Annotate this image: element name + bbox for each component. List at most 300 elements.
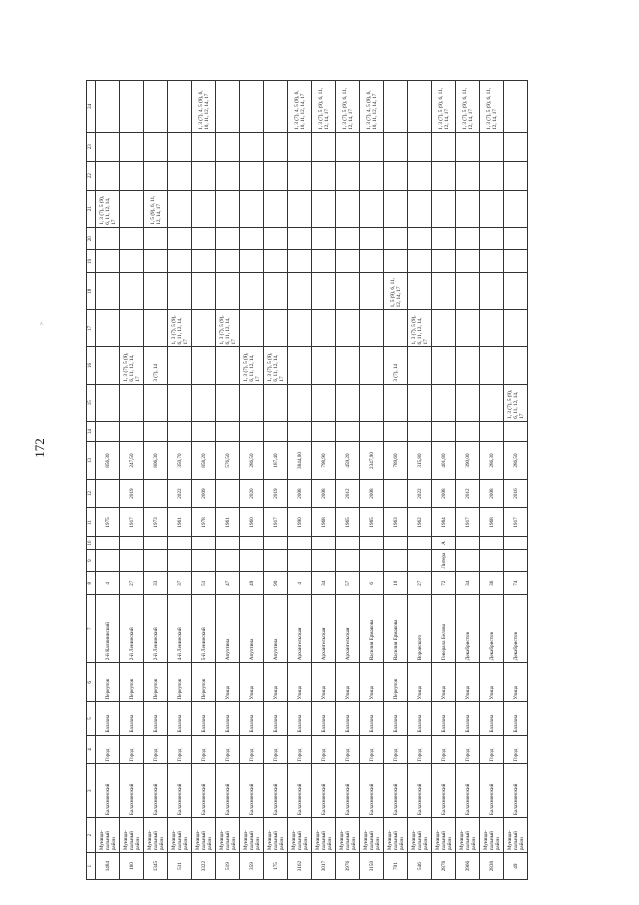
table-cell (264, 273, 288, 310)
table-cell (480, 347, 504, 384)
table-cell (312, 310, 336, 347)
table-cell: Балахнинский (312, 764, 336, 818)
table-cell (144, 537, 168, 549)
table-cell (288, 132, 312, 161)
table-cell: Балахнинский (288, 764, 312, 818)
table-cell: Улица (336, 663, 360, 702)
table-cell (336, 227, 360, 250)
table-cell (240, 421, 264, 442)
table-cell (360, 250, 384, 273)
table-cell: 2-й Калининский (96, 595, 120, 663)
table-cell: Балахна (360, 702, 384, 735)
table-cell (120, 273, 144, 310)
table-cell (432, 310, 456, 347)
column-header: 18 (87, 273, 96, 310)
table-cell: 34 (456, 572, 480, 595)
table-cell: 2008 (432, 479, 456, 508)
table-cell (192, 537, 216, 549)
table-cell (480, 537, 504, 549)
table-cell: 74 (504, 572, 528, 595)
table-cell (96, 421, 120, 442)
table-cell: 3 (7), 14 (384, 347, 408, 384)
table-cell: 1, 3 (7), 4, 5 (9), 6, 10, 11, 12, 14, 17 (288, 81, 312, 133)
table-cell (168, 273, 192, 310)
table-cell: Литера (432, 549, 456, 572)
table-cell: 4-й Ленинский (168, 595, 192, 663)
table-cell (456, 537, 480, 549)
table-cell: 180 (120, 853, 144, 880)
table-cell: 3017 (312, 853, 336, 880)
table-cell (216, 537, 240, 549)
table-cell: Муници-пальный район (264, 818, 288, 853)
table-cell (240, 549, 264, 572)
table-cell: Улица (360, 663, 384, 702)
table-cell (480, 161, 504, 190)
table-cell (96, 227, 120, 250)
column-header: 16 (87, 347, 96, 384)
table-cell (96, 161, 120, 190)
table-cell: 2022 (168, 479, 192, 508)
table-cell (504, 310, 528, 347)
table-cell (120, 537, 144, 549)
table-cell: 1973 (144, 508, 168, 537)
column-header: 10 (87, 537, 96, 549)
table-cell: Декабристов (480, 595, 504, 663)
table-cell (504, 250, 528, 273)
table-cell (312, 132, 336, 161)
table-cell: Балахнинский (240, 764, 264, 818)
column-header: 4 (87, 735, 96, 764)
table-cell: 1345 (144, 853, 168, 880)
table-cell: 511 (168, 853, 192, 880)
table-cell (480, 250, 504, 273)
table-cell: Муници-пальный район (504, 818, 528, 853)
table-cell: 1, 3 (7), 5 (9), 6, 11, 12, 14, 17 (480, 81, 504, 133)
table-cell: Город (216, 735, 240, 764)
table-cell (168, 384, 192, 421)
column-header: 3 (87, 764, 96, 818)
table-cell: 359 (240, 853, 264, 880)
table-cell: 1975 (96, 508, 120, 537)
table-cell: 1, 3 (7), 5 (9), 6, 11, 12, 14, 17 (336, 81, 360, 133)
table-cell (480, 227, 504, 250)
table-row (456, 81, 480, 880)
table-cell (312, 347, 336, 384)
table-cell: 5-й Ленинский (192, 595, 216, 663)
table-cell: Переулок (192, 663, 216, 702)
table-cell: Город (504, 735, 528, 764)
table-cell: Апухтина (264, 595, 288, 663)
table-cell (312, 273, 336, 310)
table-cell: 315,80 (408, 442, 432, 479)
table-row (264, 81, 288, 880)
table-cell (216, 273, 240, 310)
table-cell: 72 (432, 572, 456, 595)
table-cell (144, 161, 168, 190)
table-cell (240, 310, 264, 347)
table-cell: 1, 3 (7), 5 (9), 6, 11, 12, 14, 17 (312, 81, 336, 133)
table-row (408, 81, 432, 880)
table-cell (264, 161, 288, 190)
table-cell (408, 161, 432, 190)
table-cell (384, 310, 408, 347)
table-cell (288, 227, 312, 250)
table-cell (144, 132, 168, 161)
table-cell (96, 384, 120, 421)
table-cell: Балахна (336, 702, 360, 735)
table-cell: 1, 3 (7), 5 (9), 6, 11, 12, 14, 17 (240, 347, 264, 384)
table-cell (336, 384, 360, 421)
table-cell (288, 190, 312, 227)
table-cell: 1, 5 (9), 6, 11, 12, 14, 17 (384, 273, 408, 310)
table-cell (96, 537, 120, 549)
table-cell (336, 347, 360, 384)
table-cell: Переулок (144, 663, 168, 702)
table-cell: 4 (96, 572, 120, 595)
table-cell: Балахнинский (480, 764, 504, 818)
table-cell: Балахна (120, 702, 144, 735)
table-cell: 4 (288, 572, 312, 595)
table-cell: 27 (408, 572, 432, 595)
table-cell (432, 227, 456, 250)
table-cell: Архангельская (312, 595, 336, 663)
table-cell (360, 537, 384, 549)
table-cell (168, 161, 192, 190)
column-header: 13 (87, 442, 96, 479)
table-cell: Архангельская (288, 595, 312, 663)
table-cell: Балахна (456, 702, 480, 735)
table-cell: 1, 3 (7), 4, 5 (9), 6, 10, 11, 12, 14, 17 (360, 81, 384, 133)
table-cell: 2-й Ленинский (120, 595, 144, 663)
table-cell: 49 (240, 572, 264, 595)
table-cell: Декабристов (456, 595, 480, 663)
table-cell (408, 190, 432, 227)
rotated-table-container (86, 80, 606, 880)
table-cell (288, 384, 312, 421)
table-cell: 57 (336, 572, 360, 595)
table-cell (456, 190, 480, 227)
table-cell: Улица (312, 663, 336, 702)
table-cell: 1, 3 (7), 4, 5 (9), 6, 10, 11, 12, 14, 17 (192, 81, 216, 133)
table-cell (264, 250, 288, 273)
table-cell: Балахнинский (168, 764, 192, 818)
table-cell (360, 190, 384, 227)
table-cell: 1484 (96, 853, 120, 880)
table-cell (384, 479, 408, 508)
table-cell (432, 250, 456, 273)
table-cell (408, 81, 432, 133)
table-cell: 90 (264, 572, 288, 595)
table-cell (456, 421, 480, 442)
table-cell: 27 (120, 572, 144, 595)
table-cell (240, 273, 264, 310)
table-cell: 175 (264, 853, 288, 880)
table-cell: 2012 (456, 479, 480, 508)
table-row (480, 81, 504, 880)
table-cell (480, 421, 504, 442)
table-cell: Балахнинский (432, 764, 456, 818)
table-cell (216, 549, 240, 572)
table-cell: Балахнинский (360, 764, 384, 818)
table-cell (408, 549, 432, 572)
table-cell: 1965 (336, 508, 360, 537)
table-cell (312, 250, 336, 273)
table-cell: Балахна (240, 702, 264, 735)
table-cell (480, 549, 504, 572)
table-cell: 546 (408, 853, 432, 880)
table-cell: Балахнинский (336, 764, 360, 818)
table-cell: Муници-пальный район (168, 818, 192, 853)
table-cell (288, 537, 312, 549)
table-cell: 6 (360, 572, 384, 595)
table-cell (288, 347, 312, 384)
table-cell: 519 (216, 853, 240, 880)
table-cell: Муници-пальный район (216, 818, 240, 853)
table-cell: 701 (384, 853, 408, 880)
table-cell: 1917 (504, 508, 528, 537)
table-cell (456, 250, 480, 273)
table-cell: А (432, 537, 456, 549)
table-cell (336, 190, 360, 227)
table-cell (192, 347, 216, 384)
table-cell (96, 479, 120, 508)
table-cell: 3150 (360, 853, 384, 880)
table-row (312, 81, 336, 880)
table-cell: Апухтина (240, 595, 264, 663)
table-cell (480, 384, 504, 421)
table-cell: Переулок (168, 663, 192, 702)
table-cell (264, 227, 288, 250)
table-cell (432, 421, 456, 442)
table-cell (216, 384, 240, 421)
table-cell (312, 227, 336, 250)
data-table (86, 80, 528, 880)
table-cell (360, 384, 384, 421)
table-cell (192, 161, 216, 190)
table-cell (504, 537, 528, 549)
table-cell (336, 132, 360, 161)
page-number: 172 (31, 438, 47, 458)
table-cell: Город (192, 735, 216, 764)
table-cell (240, 161, 264, 190)
column-header: 22 (87, 161, 96, 190)
table-cell (288, 310, 312, 347)
table-cell (432, 347, 456, 384)
table-cell (240, 190, 264, 227)
table-cell (120, 421, 144, 442)
table-cell: 350,70 (168, 442, 192, 479)
table-cell: Балахна (216, 702, 240, 735)
table-row (168, 81, 192, 880)
table-cell (120, 384, 144, 421)
table-cell (96, 132, 120, 161)
table-cell: 2008 (360, 479, 384, 508)
table-cell: Муници-пальный район (120, 818, 144, 853)
table-cell (120, 310, 144, 347)
table-cell: 2019 (264, 479, 288, 508)
table-cell: Улица (264, 663, 288, 702)
table-cell (168, 190, 192, 227)
table-cell (96, 250, 120, 273)
table-cell: 47 (216, 572, 240, 595)
table-cell: Улица (480, 663, 504, 702)
table-cell: Улица (240, 663, 264, 702)
table-cell (240, 384, 264, 421)
table-cell: 286,50 (504, 442, 528, 479)
table-cell (264, 537, 288, 549)
table-cell (456, 161, 480, 190)
table-cell (360, 549, 384, 572)
column-header: 23 (87, 132, 96, 161)
table-cell (480, 132, 504, 161)
table-cell: Город (288, 735, 312, 764)
table-cell: 1984 (432, 508, 456, 537)
table-cell (120, 81, 144, 133)
table-cell: Город (480, 735, 504, 764)
table-cell (144, 310, 168, 347)
table-cell: 10 (384, 572, 408, 595)
table-cell: 806,30 (144, 442, 168, 479)
table-cell (240, 537, 264, 549)
table-cell: Генерала Белова (432, 595, 456, 663)
table-cell (504, 81, 528, 133)
table-cell (240, 250, 264, 273)
table-cell: Улица (504, 663, 528, 702)
table-cell (504, 347, 528, 384)
table-cell (360, 421, 384, 442)
table-cell (360, 227, 384, 250)
table-cell: Балахна (96, 702, 120, 735)
table-cell (144, 421, 168, 442)
table-cell (144, 81, 168, 133)
table-row (288, 81, 312, 880)
table-cell: Город (240, 735, 264, 764)
table-cell (336, 537, 360, 549)
table-cell (144, 250, 168, 273)
table-cell (312, 421, 336, 442)
table-cell: Муници-пальный район (456, 818, 480, 853)
table-cell: Балахнинский (216, 764, 240, 818)
table-cell (168, 347, 192, 384)
column-header: 12 (87, 479, 96, 508)
table-cell: 2008 (480, 479, 504, 508)
table-cell (336, 421, 360, 442)
table-cell (168, 537, 192, 549)
table-cell (408, 273, 432, 310)
table-cell (96, 347, 120, 384)
table-cell (384, 384, 408, 421)
table-cell: Муници-пальный район (480, 818, 504, 853)
table-cell: 2020 (240, 479, 264, 508)
table-cell (192, 421, 216, 442)
table-cell (384, 227, 408, 250)
table-cell: 51 (192, 572, 216, 595)
table-cell (288, 161, 312, 190)
table-cell (336, 310, 360, 347)
column-header: 24 (87, 81, 96, 133)
table-cell: 1961 (216, 508, 240, 537)
table-cell (120, 161, 144, 190)
table-cell (144, 227, 168, 250)
table-cell: 576,50 (216, 442, 240, 479)
table-cell (120, 190, 144, 227)
table-cell (120, 549, 144, 572)
table-cell: Балахнинский (144, 764, 168, 818)
table-cell (504, 227, 528, 250)
table-cell (360, 310, 384, 347)
table-cell (456, 310, 480, 347)
table-cell: 1961 (168, 508, 192, 537)
table-cell: Улица (432, 663, 456, 702)
table-cell (336, 273, 360, 310)
table-cell: Балахна (312, 702, 336, 735)
table-cell (432, 132, 456, 161)
table-cell: 1, 3 (7), 5 (9), 6, 11, 12, 14, 17 (96, 190, 120, 227)
table-row (240, 81, 264, 880)
table-cell (432, 384, 456, 421)
table-cell (216, 81, 240, 133)
table-row (384, 81, 408, 880)
table-cell (192, 190, 216, 227)
table-cell: 3976 (336, 853, 360, 880)
table-cell: Балахна (144, 702, 168, 735)
table-cell: Город (456, 735, 480, 764)
table-cell: 34 (312, 572, 336, 595)
table-cell: 3966 (456, 853, 480, 880)
table-cell (120, 227, 144, 250)
column-header: 1 (87, 853, 96, 880)
table-cell (360, 132, 384, 161)
table-cell: Улица (456, 663, 480, 702)
table-cell: Улица (288, 663, 312, 702)
table-cell (96, 81, 120, 133)
table-cell (192, 273, 216, 310)
column-header: 6 (87, 663, 96, 702)
table-cell (360, 273, 384, 310)
table-cell (144, 549, 168, 572)
table-cell (288, 250, 312, 273)
table-cell (240, 81, 264, 133)
table-cell (456, 227, 480, 250)
table-cell: 1, 5 (9), 6, 11, 12, 14, 17 (144, 190, 168, 227)
table-cell (408, 250, 432, 273)
table-cell: 37 (168, 572, 192, 595)
table-cell (312, 384, 336, 421)
table-cell (168, 81, 192, 133)
table-cell: 856,30 (96, 442, 120, 479)
table-cell: Город (384, 735, 408, 764)
table-cell: 2008 (288, 479, 312, 508)
table-cell (504, 161, 528, 190)
table-cell (216, 347, 240, 384)
table-cell (216, 190, 240, 227)
table-cell: 1960 (240, 508, 264, 537)
table-cell (240, 132, 264, 161)
table-cell: Муници-пальный район (240, 818, 264, 853)
table-cell (120, 132, 144, 161)
table-cell: 2347,90 (360, 442, 384, 479)
table-cell: Балахнинский (504, 764, 528, 818)
table-cell: Балахнинский (264, 764, 288, 818)
table-cell (336, 161, 360, 190)
table-cell: Муници-пальный район (336, 818, 360, 853)
table-cell (264, 81, 288, 133)
table-cell (360, 347, 384, 384)
table-cell (456, 273, 480, 310)
table-cell: Воровского (408, 595, 432, 663)
table-cell (168, 549, 192, 572)
column-header: 5 (87, 702, 96, 735)
